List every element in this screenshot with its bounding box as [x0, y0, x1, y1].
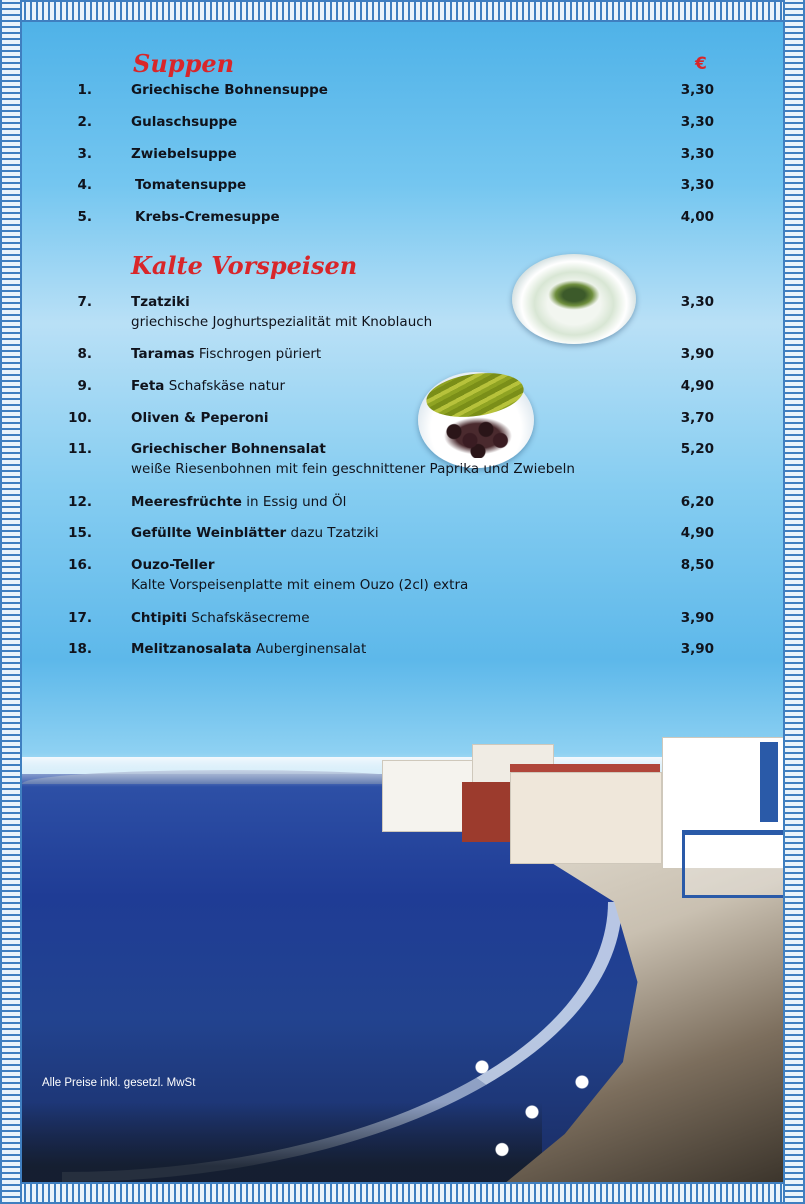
- item-description: weiße Riesenbohnen mit fein geschnittener Paprika und Zwiebeln: [131, 461, 575, 477]
- item-price: 3,30: [680, 177, 714, 193]
- olives: [438, 414, 518, 458]
- section-title-kalte-vorspeisen: Kalte Vorspeisen: [131, 251, 358, 280]
- item-name: Tzatziki: [131, 294, 190, 310]
- item-number: 1.: [77, 82, 92, 98]
- item-name: Chtipiti Schafskäsecreme: [131, 610, 310, 626]
- house: [510, 772, 662, 864]
- item-price: 3,30: [680, 114, 714, 130]
- cucumber-garnish: [548, 280, 600, 310]
- house: [382, 760, 474, 832]
- item-price: 6,20: [680, 494, 714, 510]
- section-title-suppen: Suppen: [133, 49, 235, 78]
- greek-key-border-left: [0, 0, 22, 1204]
- greek-key-border-bottom: [0, 1182, 805, 1204]
- item-name: Meeresfrüchte in Essig und Öl: [131, 494, 347, 510]
- blue-balcony: [682, 830, 783, 898]
- olives-peperoni-photo: [418, 372, 534, 468]
- item-price: 3,30: [680, 146, 714, 162]
- item-number: 3.: [77, 146, 92, 162]
- item-name: Taramas Fischrogen püriert: [131, 346, 322, 362]
- item-name: Griechischer Bohnensalat: [131, 441, 326, 457]
- item-price: 4,90: [680, 378, 714, 394]
- item-price: 3,30: [680, 82, 714, 98]
- item-number: 18.: [68, 641, 92, 657]
- item-name: Melitzanosalata Auberginensalat: [131, 641, 367, 657]
- item-price: 3,90: [680, 610, 714, 626]
- item-price: 8,50: [680, 557, 714, 573]
- item-price: 3,70: [680, 410, 714, 426]
- item-number: 15.: [68, 525, 92, 541]
- item-number: 9.: [77, 378, 92, 394]
- item-name: Oliven & Peperoni: [131, 410, 269, 426]
- item-description: griechische Joghurtspezialität mit Knoblauch: [131, 314, 433, 330]
- item-price: 3,30: [680, 294, 714, 310]
- item-number: 10.: [68, 410, 92, 426]
- item-name: Feta Schafskäse natur: [131, 378, 286, 394]
- item-name: Zwiebelsuppe: [131, 146, 237, 162]
- item-name: Tomatensuppe: [135, 177, 247, 193]
- greek-key-border-top: [0, 0, 805, 22]
- item-price: 4,00: [680, 209, 714, 225]
- item-name: Gulaschsuppe: [131, 114, 238, 130]
- item-name: Gefüllte Weinblätter dazu Tzatziki: [131, 525, 379, 541]
- house: [462, 782, 514, 842]
- menu-content: [22, 22, 783, 1182]
- item-name: Krebs-Cremesuppe: [135, 209, 280, 225]
- currency-symbol: €: [695, 54, 707, 74]
- item-number: 16.: [68, 557, 92, 573]
- item-price: 4,90: [680, 525, 714, 541]
- item-number: 5.: [77, 209, 92, 225]
- tzatziki-photo: [512, 254, 636, 344]
- item-number: 8.: [77, 346, 92, 362]
- item-number: 11.: [68, 441, 92, 457]
- vat-note: Alle Preise inkl. gesetzl. MwSt: [42, 1077, 196, 1089]
- item-description: Kalte Vorspeisenplatte mit einem Ouzo (2cl) extra: [131, 577, 469, 593]
- item-price: 3,90: [680, 641, 714, 657]
- item-number: 12.: [68, 494, 92, 510]
- item-price: 5,20: [680, 441, 714, 457]
- item-name: Ouzo-Teller: [131, 557, 215, 573]
- item-number: 2.: [77, 114, 92, 130]
- greek-key-border-right: [783, 0, 805, 1204]
- blue-shutter: [760, 742, 778, 822]
- item-number: 17.: [68, 610, 92, 626]
- item-number: 7.: [77, 294, 92, 310]
- cafe-tables: [442, 1022, 642, 1172]
- item-name: Griechische Bohnensuppe: [131, 82, 328, 98]
- item-number: 4.: [77, 177, 92, 193]
- item-price: 3,90: [680, 346, 714, 362]
